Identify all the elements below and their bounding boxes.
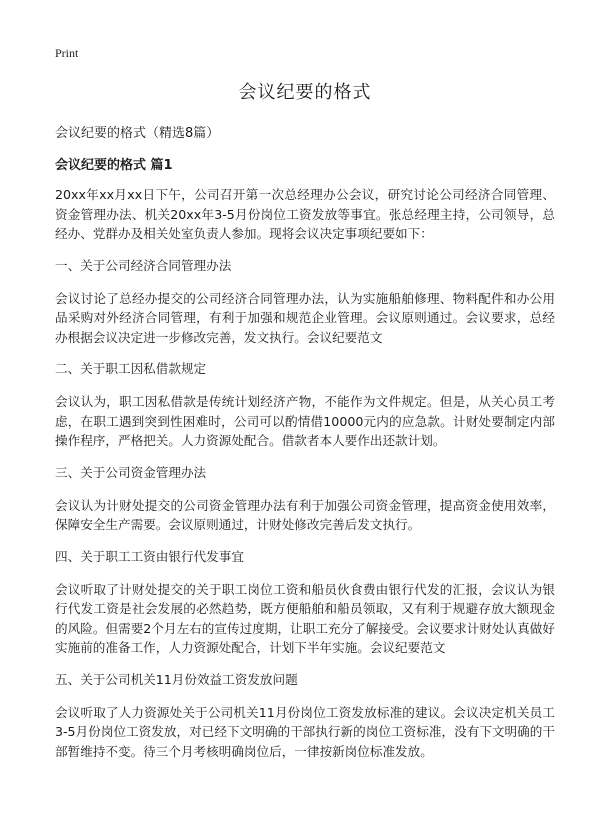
- section-private-loans: [55, 360, 555, 451]
- section-paragraph: 会议听取了人力资源处关于公司机关11月份岗位工资发放标准的建议。会议决定机关员工3-5月份岗位工资发放，对已经下文明确的干部执行新的岗位工资标准，没有下文明确的干部暂维持不变。待三个月考核明确岗位后，一律按新岗位标准发放。: [55, 704, 555, 759]
- section-paragraph: 会议认为计财处提交的公司资金管理办法有利于加强公司资金管理，提高资金使用效率，保障安全生产需要。会议原则通过，计财处修改完善后发文执行。: [55, 497, 555, 532]
- section-paragraph: 会议听取了计财处提交的关于职工岗位工资和船员伙食费由银行代发的汇报，会议认为银行代发工资是社会发展的必然趋势，既方便船舶和船员领取，又有利于规避存放大额现金的风险。但需要2个月左右的宣传过度期，让职工充分了解接受。会议要求计财处认真做好实施前的准备工作，人力资源处配合，计划下半年实施。会议纪要范文: [55, 581, 555, 655]
- section-paragraph: 会议讨论了总经办提交的公司经济合同管理办法，认为实施船舶修理、物料配件和办公用品采购对外经济合同管理，有利于加强和规范企业管理。会议原则通过。会议要求，总经办根据会议决定进一步修改完善，发文执行。会议纪要范文: [55, 290, 555, 345]
- document-body: [55, 80, 555, 774]
- document-subtitle: 会议纪要的格式（精选8篇）: [55, 126, 220, 141]
- section-heading: 一、关于公司经济合同管理办法: [55, 257, 232, 273]
- section-heading: 三、关于公司资金管理办法: [55, 464, 207, 480]
- section-heading: 五、关于公司机关11月份效益工资发放问题: [55, 671, 298, 687]
- document-title: 会议纪要的格式: [238, 82, 372, 103]
- section-november-wages: [55, 671, 555, 762]
- section-heading: 四、关于职工工资由银行代发事宜: [55, 548, 244, 564]
- article-title: 会议纪要的格式 篇1: [55, 158, 173, 173]
- section-bank-payroll: [55, 548, 555, 658]
- section-heading: 二、关于职工因私借款规定: [55, 361, 207, 376]
- intro-paragraph: 20xx年xx月xx日下午，公司召开第一次总经理办公会议，研究讨论公司经济合同管理、资金管理办法、机关20xx年3-5月份岗位工资发放等事宜。张总经理主持，公司领导，总经办、党群办及相关处室负责人参加。现将会议决定事项纪要如下：: [55, 187, 555, 241]
- section-fund-management: [55, 464, 555, 535]
- section-paragraph: 会议认为，职工因私借款是传统计划经济产物，不能作为文件规定。但是，从关心员工考虑，在职工遇到突到性困难时，公司可以酌情借10000元内的应急款。计财处要制定内部操作程序，严格把关。人力资源处配合。借款者本人要作出还款计划。: [55, 394, 555, 448]
- print-link[interactable]: Print: [55, 46, 79, 60]
- section-contract-management: [55, 257, 555, 348]
